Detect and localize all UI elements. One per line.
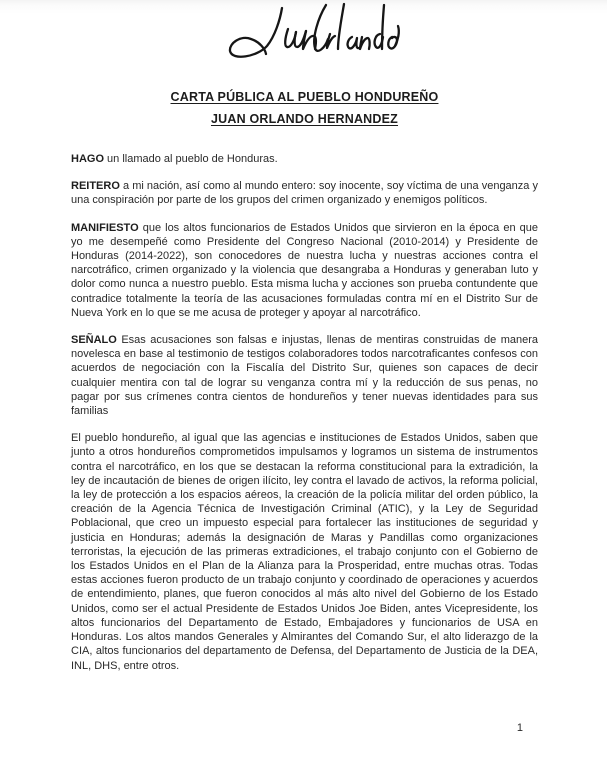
paragraph-manifiesto	[71, 221, 538, 320]
paragraph-text: El pueblo hondureño, al igual que las agencias e instituciones de Estados Unidos, saben que junto a otros hondureños comprometidos impulsamos y logramos un sistema de instrumentos contra el narcotráfico, en los que se destacan la reforma constitucional para la extradición, la ley de incautación de bienes de origen ilícito, ley contra el lavado de activos, la reforma policial, la ley de protección a los espacios aéreos, la creación de la policía militar del orden público, la creación de la Agencia Técnica de Investigación Criminal (ATIC), y la Ley de Seguridad Poblacional, que creo un impuesto especial para fortalecer las instituciones de seguridad y justicia en Honduras; además la designación de Maras y Pandillas como organizaciones terroristas, la ejecución de las primeras extradiciones, el trabajo conjunto con el Gobierno de los Estados Unidos en el Plan de la Alianza para la Prosperidad, entre muchas otras. Todas estas acciones fueron producto de un trabajo conjunto y coordinado de operaciones y acuerdos de entendimiento, planes, que fueron conocidos al más alto nivel del Gobierno de los Estado Unidos, como ser el actual Presidente de Estados Unidos Joe Biden, antes Vicepresidente, los altos funcionarios del Departamento de Estado, Embajadores y funcionarios de USA en Honduras. Los altos mandos Generales y Almirantes del Comando Sur, el alto liderazgo de la CIA, altos funcionarios del departamento de Defensa, del Departamento de Justicia de la DEA, INL, DHS, entre otros.	[71, 432, 538, 672]
paragraph-senalo	[71, 333, 538, 418]
paragraph-text: a mi nación, así como al mundo entero: soy inocente, soy víctima de una venganza y una conspiración por parte de los grupos del crimen organizado y enemigos políticos.	[71, 180, 538, 207]
paragraph-lead: SEÑALO	[71, 334, 117, 347]
handwritten-signature	[222, 2, 404, 62]
title-block	[71, 90, 538, 134]
paragraph-hago	[71, 152, 538, 166]
paragraph-lead: MANIFIESTO	[71, 221, 139, 234]
paragraph-el-pueblo	[71, 431, 538, 672]
page-number: 1	[516, 722, 523, 734]
paragraph-lead: REITERO	[71, 180, 120, 193]
document-author-title: JUAN ORLANDO HERNANDEZ	[210, 112, 399, 126]
paragraph-text: Esas acusaciones son falsas e injustas, llenas de mentiras construidas de manera novelesca en base al testimonio de testigos colaboradores todos narcotraficantes confesos con acuerdos de negociación con la Fiscalía del Distrito Sur, quienes son capaces de decir cualquier mentira con tal de lograr su venganza contra mí y la reducción de sus penas, no pagar por sus crímenes contra cientos de hondureños y tener nuevas identidades para sus familias	[71, 334, 538, 418]
document-title: CARTA PÚBLICA AL PUEBLO HONDUREÑO	[170, 90, 439, 104]
paragraph-text: un llamado al pueblo de Honduras.	[104, 153, 278, 165]
letter-body	[71, 152, 538, 686]
paragraph-reitero	[71, 179, 538, 207]
signature-drawing	[222, 2, 404, 62]
paragraph-lead: HAGO	[71, 153, 104, 165]
paragraph-text: que los altos funcionarios de Estados Unidos que sirvieron en la época en que yo me desempeñé como Presidente del Congreso Nacional (2010-2014) y Presidente de Honduras (2014-2022), son conocedores de nuestra lucha y nuestras acciones contra el narcotráfico, crimen organizado y la violencia que desangraba a Honduras y generaban luto y dolor como nunca a nuestro pueblo. Esta misma lucha y acciones son prueba contundente que contradice totalmente la teoría de las acusaciones formuladas contra mí en el Distrito Sur de Nueva York en lo que se me acusa de proteger y apoyar al narcotráfico.	[71, 221, 538, 319]
